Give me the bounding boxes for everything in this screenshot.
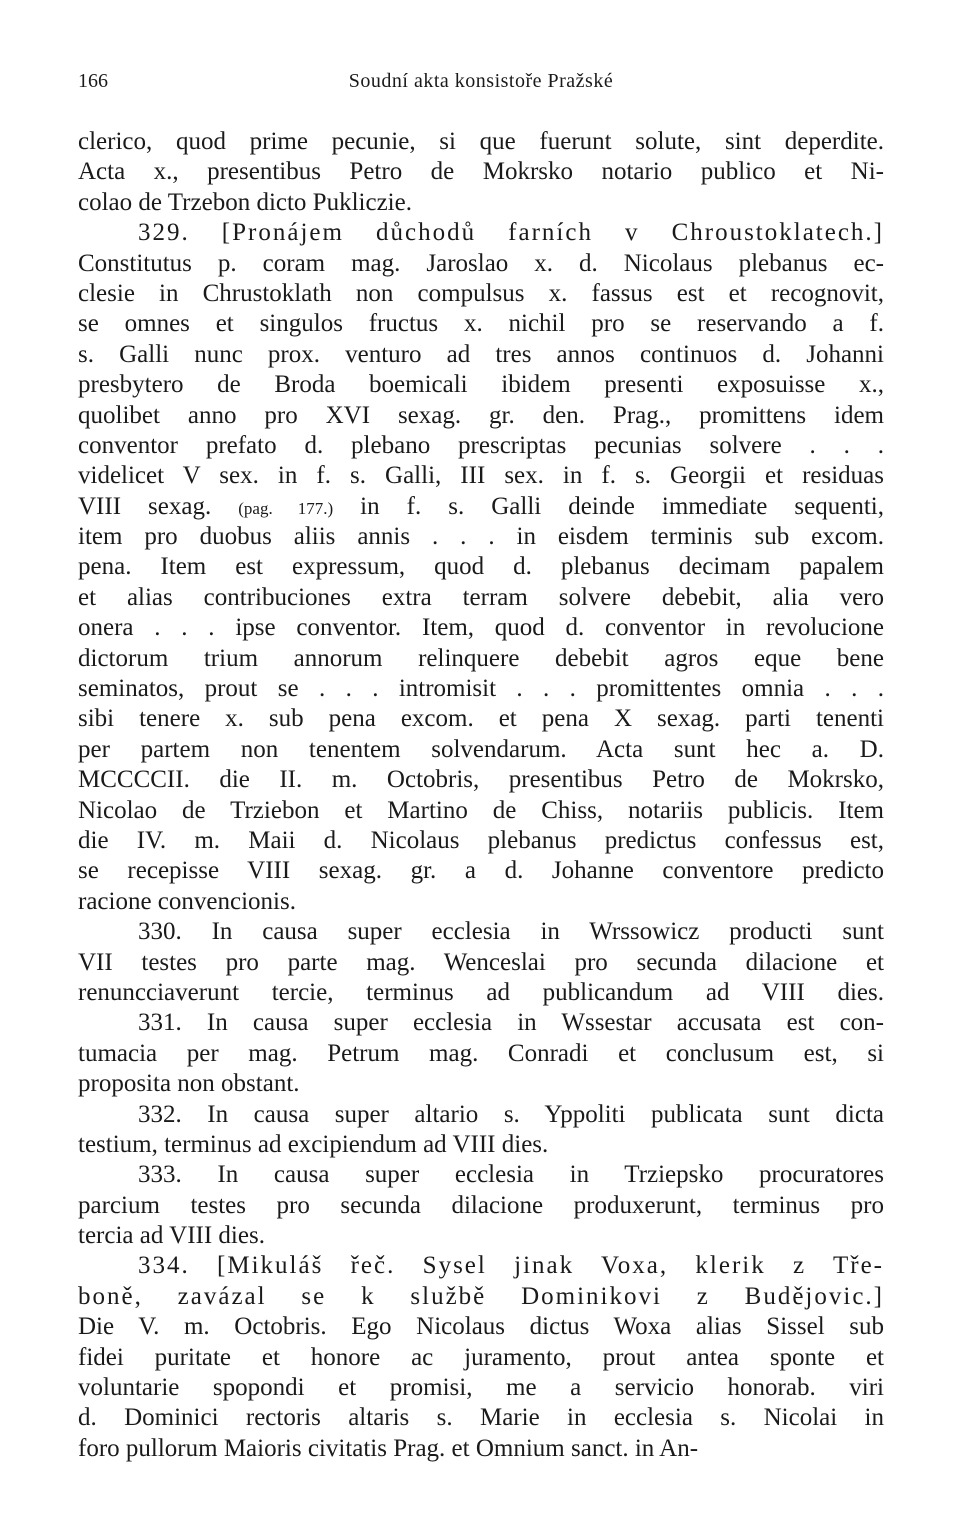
text-line: renuncciaverunt tercie, terminus ad publicandum ad VIII dies. bbox=[78, 978, 884, 1006]
text-line: Constitutus p. coram mag. Jaroslao x. d. Nicolaus plebanus ec- bbox=[78, 249, 884, 277]
text-line: se recepisse VIII sexag. gr. a d. Johanne conventore predicto bbox=[78, 857, 884, 885]
text-segment: VIII sexag. bbox=[78, 492, 239, 520]
text-line: item pro duobus aliis annis . . . in eisdem terminis sub excom. bbox=[78, 523, 884, 551]
text-line: 332. In causa super altario s. Yppoliti publicata sunt dicta bbox=[138, 1100, 884, 1128]
text-line: conventor prefato d. plebano prescriptas pecunias solvere . . . bbox=[78, 431, 884, 459]
text-line: s. Galli nunc prox. venturo ad tres annos continuos d. Johanni bbox=[78, 340, 884, 368]
text-line: VII testes pro parte mag. Wenceslai pro secunda dilacione et bbox=[78, 948, 884, 976]
text-line: sibi tenere x. sub pena excom. et pena X sexag. parti tenenti bbox=[78, 705, 884, 733]
text-line: 330. In causa super ecclesia in Wrssowicz producti sunt bbox=[138, 918, 884, 946]
text-line: dictorum trium annorum relinquere debebit agros eque bene bbox=[78, 644, 884, 672]
page-header bbox=[78, 70, 884, 100]
text-line: fidei puritate et honore ac juramento, prout antea sponte et bbox=[78, 1343, 884, 1371]
text-line: se omnes et singulos fructus x. nichil pro se reservando a f. bbox=[78, 310, 884, 338]
text-line: testium, terminus ad excipiendum ad VIII dies. bbox=[78, 1130, 549, 1158]
text-line: clesie in Chrustoklath non compulsus x. fassus est et recognovit, bbox=[78, 279, 884, 307]
text-line: 334. [Mikuláš řeč. Sysel jinak Voxa, klerik z Tře- bbox=[138, 1252, 884, 1280]
text-line: Acta x., presentibus Petro de Mokrsko notario publico et Ni- bbox=[78, 158, 884, 186]
text-line: tumacia per mag. Petrum mag. Conradi et conclusum est, si bbox=[78, 1039, 884, 1067]
text-line: 333. In causa super ecclesia in Trziepsko procuratores bbox=[138, 1161, 884, 1189]
text-line: voluntarie spopondi et promisi, me a servicio honorab. viri bbox=[78, 1374, 884, 1402]
page-number: 166 bbox=[78, 70, 108, 92]
text-line: presbytero de Broda boemicali ibidem presenti exposuisse x., bbox=[78, 371, 884, 399]
text-line: onera . . . ipse conventor. Item, quod d. conventor in revolucione bbox=[78, 614, 884, 642]
text-line: racione convencionis. bbox=[78, 887, 296, 915]
text-line: boně, zavázal se k službě Dominikovi z Budějovic.] bbox=[78, 1282, 884, 1310]
text-segment: in f. s. Galli deinde immediate sequenti, bbox=[333, 492, 884, 520]
text-line: Nicolao de Trziebon et Martino de Chiss, notariis publicis. Item bbox=[78, 796, 884, 824]
text-line: die IV. m. Maii d. Nicolaus plebanus predictus confessus est, bbox=[78, 826, 884, 854]
body-text bbox=[78, 127, 884, 1464]
text-line: quolibet anno pro XVI sexag. gr. den. Prag., promittens idem bbox=[78, 401, 884, 429]
text-line: d. Dominici rectoris altaris s. Marie in ecclesia s. Nicolai in bbox=[78, 1404, 884, 1432]
text-line: proposita non obstant. bbox=[78, 1070, 300, 1098]
text-line: clerico, quod prime pecunie, si que fuerunt solute, sint deperdite. bbox=[78, 128, 884, 155]
text-line: 331. In causa super ecclesia in Wssestar accusata est con- bbox=[138, 1009, 884, 1037]
text-line: colao de Trzebon dicto Pukliczie. bbox=[78, 188, 412, 216]
text-line bbox=[78, 492, 884, 522]
page-reference: (pag. 177.) bbox=[238, 498, 334, 518]
text-line: videlicet V sex. in f. s. Galli, III sex. in f. s. Georgii et residuas bbox=[78, 462, 884, 490]
text-line: per partem non tenentem solvendarum. Acta sunt hec a. D. bbox=[78, 735, 884, 763]
text-line: foro pullorum Maioris civitatis Prag. et Omnium sanct. in An- bbox=[78, 1434, 699, 1462]
text-line: seminatos, prout se . . . intromisit . . . promittentes omnia . . . bbox=[78, 675, 884, 703]
text-line: parcium testes pro secunda dilacione produxerunt, terminus pro bbox=[78, 1191, 884, 1219]
text-line: Die V. m. Octobris. Ego Nicolaus dictus Woxa alias Sissel sub bbox=[78, 1313, 884, 1341]
text-line: MCCCCII. die II. m. Octobris, presentibus Petro de Mokrsko, bbox=[78, 766, 884, 794]
text-line: et alias contribuciones extra terram solvere debebit, alia vero bbox=[78, 583, 884, 611]
text-line: tercia ad VIII dies. bbox=[78, 1222, 265, 1250]
text-line: pena. Item est expressum, quod d. plebanus decimam papalem bbox=[78, 553, 884, 581]
running-title: Soudní akta konsistoře Pražské bbox=[348, 70, 614, 92]
text-line: 329. [Pronájem důchodů farních v Chroustoklatech.] bbox=[138, 219, 884, 247]
